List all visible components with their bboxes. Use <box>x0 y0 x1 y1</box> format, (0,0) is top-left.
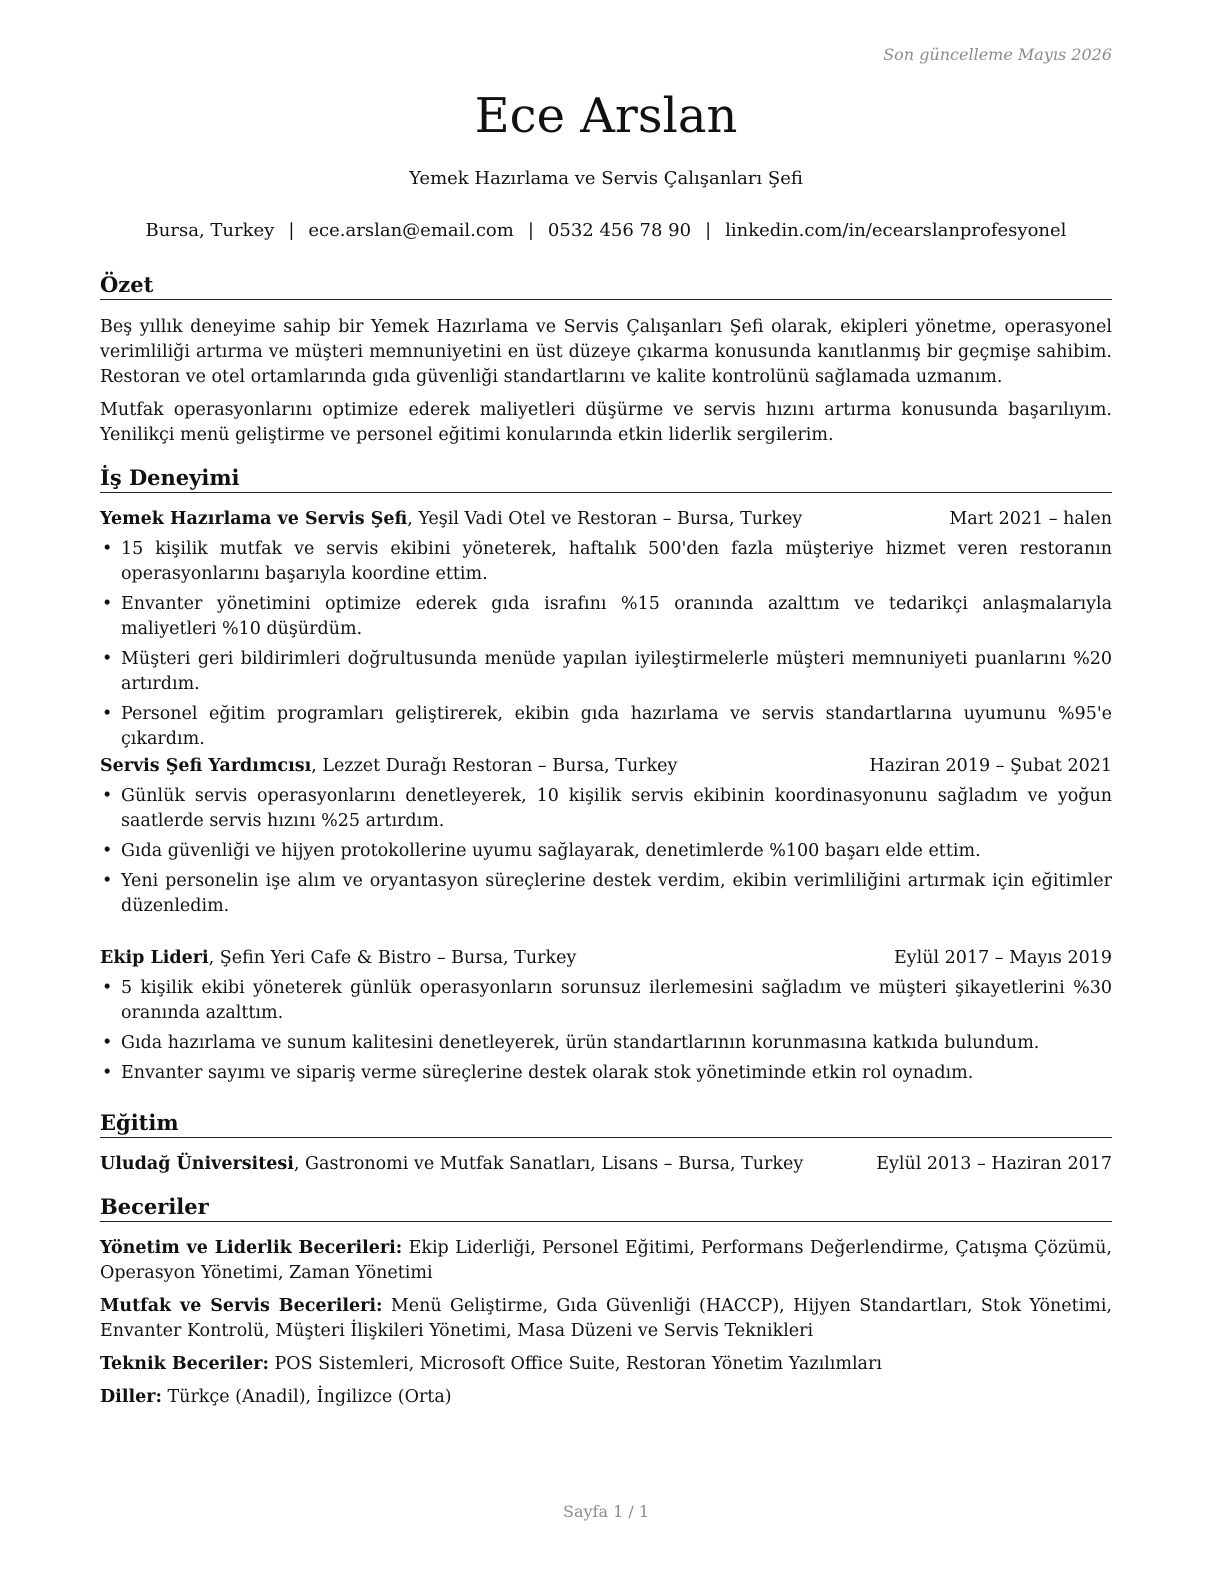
job-bullets <box>100 537 1112 757</box>
education-dates: Eylül 2013 – Haziran 2017 <box>876 1154 1112 1174</box>
list-item: • Günlük servis operasyonlarını denetleyerek, 10 kişilik servis ekibinin koordinasyonunu sağladım ve yoğun saatlerde servis hızını %25 artırdım. <box>102 786 1112 831</box>
section-heading-education: Eğitim <box>100 1110 1112 1138</box>
job-dates: Haziran 2019 – Şubat 2021 <box>869 756 1112 776</box>
section-heading-experience: İş Deneyimi <box>100 465 1112 493</box>
candidate-name: Ece Arslan <box>474 88 738 144</box>
job-dates: Eylül 2017 – Mayıs 2019 <box>893 948 1112 968</box>
job-company: , Yeşil Vadi Otel ve Restoran – Bursa, Turkey <box>407 509 803 529</box>
skills-section <box>100 1236 1112 1418</box>
list-item: • Gıda hazırlama ve sunum kalitesini denetleyerek, ürün standartlarının korunmasına katkıda bulundum. <box>100 1031 1112 1056</box>
list-item: • 5 kişilik ekibi yöneterek günlük operasyonların sorunsuz ilerlemesini sağladım ve müşteri şikayetlerini %30 oranında azalttım. <box>102 978 1112 1023</box>
job-role: Servis Şefi Yardımcısı <box>100 756 312 776</box>
list-item: • Gıda güvenliği ve hijyen protokollerine uyumu sağlayarak, denetimlerde %100 başarı elde ettim. <box>100 839 1112 864</box>
contact-email[interactable]: ece.arslan@email.com <box>308 220 514 241</box>
contact-location: Bursa, Turkey <box>145 220 275 241</box>
contact-separator: | <box>705 220 712 241</box>
bullet-icon: • <box>102 649 113 669</box>
school-name: Uludağ Üniversitesi <box>100 1154 294 1174</box>
job-header <box>100 946 1112 971</box>
bullet-icon: • <box>102 704 113 724</box>
skill-values: Türkçe (Anadil), İngilizce (Orta) <box>161 1387 452 1407</box>
job-role: Ekip Lideri <box>100 948 209 968</box>
summary-section <box>100 315 1112 448</box>
job-header <box>100 754 1112 779</box>
contact-linkedin[interactable]: linkedin.com/in/ecearslanprofesyonel <box>725 220 1067 241</box>
job-header <box>100 507 1112 532</box>
bullet-icon: • <box>102 871 113 891</box>
list-item: • 15 kişilik mutfak ve servis ekibini yöneterek, haftalık 500'den fazla müşteriye hizmet veren restoranın operasyonlarını başarıyla koordine ettim. <box>102 539 1112 584</box>
section-heading-summary: Özet <box>100 272 1112 300</box>
candidate-title: Yemek Hazırlama ve Servis Çalışanları Şefi <box>409 168 803 189</box>
contact-phone: 0532 456 78 90 <box>547 220 692 241</box>
contact-separator: | <box>527 220 534 241</box>
list-item: • Envanter sayımı ve sipariş verme süreçlerine destek olarak stok yönetiminde etkin rol oynadım. <box>100 1061 1112 1086</box>
bullet-icon: • <box>102 1033 113 1053</box>
education-entry <box>100 1152 1112 1177</box>
bullet-icon: • <box>102 978 113 998</box>
contact-separator: | <box>288 220 295 241</box>
degree-details: , Gastronomi ve Mutfak Sanatları, Lisans – Bursa, Turkey <box>293 1154 804 1174</box>
bullet-icon: • <box>102 786 113 806</box>
skill-group <box>100 1294 1112 1344</box>
skill-group <box>100 1385 1112 1410</box>
job-company: , Lezzet Durağı Restoran – Bursa, Turkey <box>311 756 678 776</box>
skill-label: Diller: <box>100 1387 162 1407</box>
skill-label: Yönetim ve Liderlik Becerileri: <box>100 1238 403 1258</box>
bullet-icon: • <box>102 1063 113 1083</box>
job-bullets <box>100 784 1112 924</box>
last-updated: Son güncelleme Mayıs 2026 <box>883 45 1112 64</box>
page-number: Sayfa 1 / 1 <box>562 1502 649 1521</box>
job-bullets <box>100 976 1112 1091</box>
skill-values: Menü Geliştirme, Gıda Güvenliği (HACCP), Hijyen Standartları, Stok Yönetimi, Envanter Kontrolü, Müşteri İlişkileri Yönetimi, Masa Düzeni ve Servis Teknikleri <box>100 1296 1112 1341</box>
skill-group <box>100 1236 1112 1286</box>
summary-paragraph: Beş yıllık deneyime sahip bir Yemek Hazırlama ve Servis Çalışanları Şefi olarak, ekipleri yönetme, operasyonel verimliliği artırma ve müşteri memnuniyetini en üst düzeye çıkarma konusunda kanıtlanmış bir geçmişe sahibim. Restoran ve otel ortamlarında gıda güvenliği standartlarını ve kalite kontrolünü sağlamada uzmanım. <box>100 317 1112 387</box>
job-dates: Mart 2021 – halen <box>949 509 1112 529</box>
summary-paragraph: Mutfak operasyonlarını optimize ederek maliyetleri düşürme ve servis hızını artırma konusunda başarılıyım. Yenilikçi menü geliştirme ve personel eğitimi konularında etkin liderlik sergilerim. <box>100 400 1112 445</box>
job-company: , Şefin Yeri Cafe & Bistro – Bursa, Turkey <box>208 948 577 968</box>
resume-page <box>100 0 1112 1584</box>
list-item: • Envanter yönetimini optimize ederek gıda israfını %15 oranında azalttım ve tedarikçi anlaşmalarıyla maliyetleri %10 düşürdüm. <box>102 594 1112 639</box>
job-role: Yemek Hazırlama ve Servis Şefi <box>100 509 408 529</box>
bullet-icon: • <box>102 841 113 861</box>
skill-values: POS Sistemleri, Microsoft Office Suite, Restoran Yönetim Yazılımları <box>268 1354 882 1374</box>
skill-group <box>100 1352 1112 1377</box>
skill-label: Teknik Beceriler: <box>100 1354 269 1374</box>
bullet-icon: • <box>102 594 113 614</box>
contact-line <box>100 220 1112 241</box>
list-item: • Yeni personelin işe alım ve oryantasyon süreçlerine destek verdim, ekibin verimliliğini artırmak için eğitimler düzenledim. <box>102 871 1112 916</box>
section-heading-skills: Beceriler <box>100 1194 1112 1222</box>
skill-values: Ekip Liderliği, Personel Eğitimi, Performans Değerlendirme, Çatışma Çözümü, Operasyon Yönetimi, Zaman Yönetimi <box>100 1238 1112 1283</box>
bullet-icon: • <box>102 539 113 559</box>
list-item: • Personel eğitim programları geliştirerek, ekibin gıda hazırlama ve servis standartlarına uyumunu %95'e çıkardım. <box>102 704 1112 749</box>
list-item: • Müşteri geri bildirimleri doğrultusunda menüde yapılan iyileştirmelerle müşteri memnuniyeti puanlarını %20 artırdım. <box>102 649 1112 694</box>
skill-label: Mutfak ve Servis Becerileri: <box>100 1296 383 1316</box>
